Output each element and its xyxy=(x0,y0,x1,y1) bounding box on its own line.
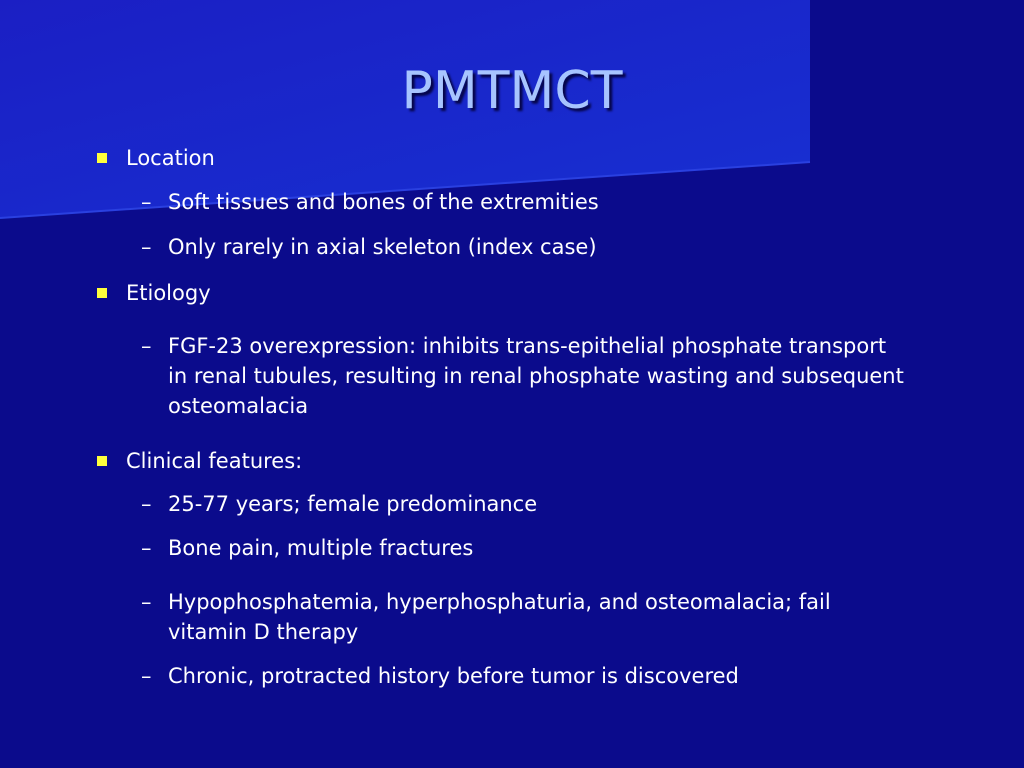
dash-icon: – xyxy=(141,664,152,688)
sub-bullet-soft-tissues: Soft tissues and bones of the extremities xyxy=(168,190,599,214)
sub-bullet-hypophosphatemia-line-1: Hypophosphatemia, hyperphosphaturia, and osteomalacia; fail xyxy=(168,590,831,614)
bullet-square-icon xyxy=(97,153,107,163)
bullet-location: Location xyxy=(126,146,215,170)
sub-bullet-age: 25-77 years; female predominance xyxy=(168,492,538,516)
bullet-square-icon xyxy=(97,288,107,298)
dash-icon: – xyxy=(141,190,152,214)
dash-icon: – xyxy=(141,334,152,358)
dash-icon: – xyxy=(141,235,152,259)
dash-icon: – xyxy=(141,590,152,614)
sub-bullet-fgf23-line-3: osteomalacia xyxy=(168,394,309,418)
sub-bullet-bone-pain: Bone pain, multiple fractures xyxy=(168,536,474,560)
bullet-etiology: Etiology xyxy=(126,281,211,305)
dash-icon: – xyxy=(141,536,152,560)
sub-bullet-chronic-history: Chronic, protracted history before tumor is discovered xyxy=(168,664,739,688)
dash-icon: – xyxy=(141,492,152,516)
sub-bullet-fgf23-line-1: FGF-23 overexpression: inhibits trans-epithelial phosphate transport xyxy=(168,334,887,358)
slide-title: PMTMCT xyxy=(401,61,623,121)
sub-bullet-fgf23-line-2: in renal tubules, resulting in renal phosphate wasting and subsequent xyxy=(168,364,904,388)
sub-bullet-axial-skeleton: Only rarely in axial skeleton (index case) xyxy=(168,235,597,259)
bullet-clinical-features: Clinical features: xyxy=(126,449,303,473)
bullet-square-icon xyxy=(97,456,107,466)
sub-bullet-hypophosphatemia-line-2: vitamin D therapy xyxy=(168,620,359,644)
